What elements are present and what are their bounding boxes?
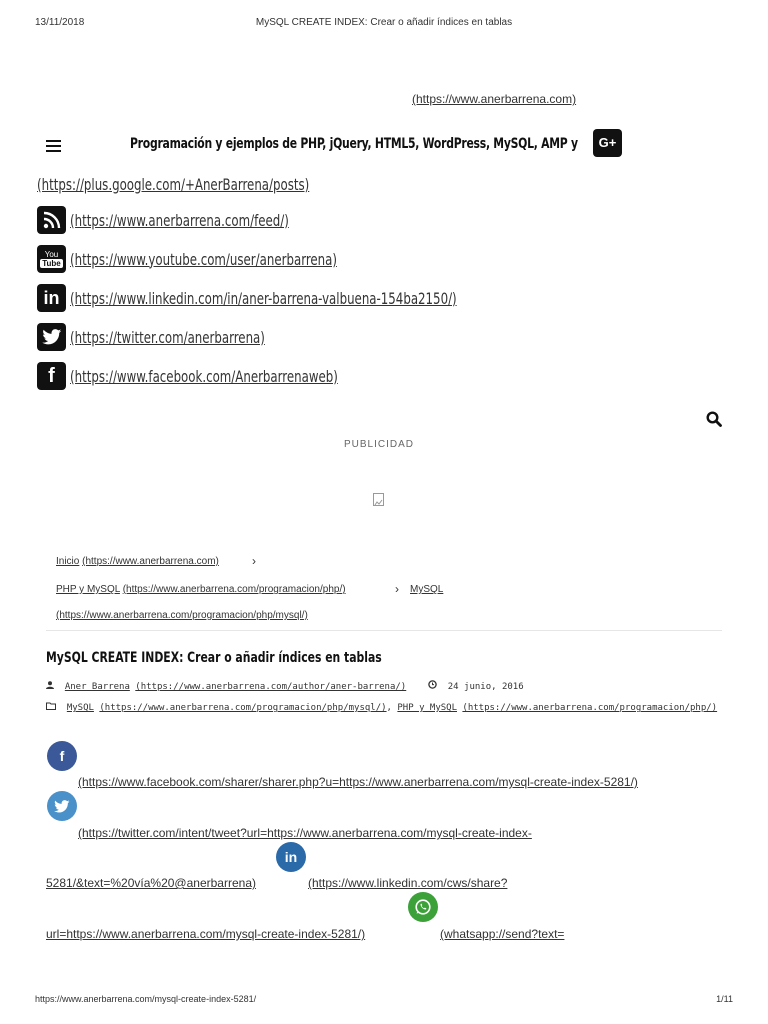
facebook-share-link[interactable]: (https://www.facebook.com/sharer/sharer.php?u=https://www.anerbarrena.com/mysql-create-index-5281/) xyxy=(78,775,638,789)
linkedin-icon[interactable]: in xyxy=(37,284,66,312)
google-plus-link[interactable]: (https://plus.google.com/+AnerBarrena/posts) xyxy=(37,175,310,194)
clock-icon xyxy=(423,682,443,692)
linkedin-link[interactable]: (https://www.linkedin.com/in/aner-barrena-valbuena-154ba2150/) xyxy=(70,288,457,308)
folder-icon xyxy=(46,703,61,713)
ad-image-placeholder-icon xyxy=(373,493,384,506)
breadcrumb-home xyxy=(56,556,219,567)
breadcrumb-category xyxy=(56,584,346,595)
facebook-link[interactable]: (https://www.facebook.com/Anerbarrenaweb) xyxy=(70,366,338,386)
ad-label: PUBLICIDAD xyxy=(343,439,414,450)
breadcrumb-sub xyxy=(410,584,443,595)
hamburger-menu-icon[interactable] xyxy=(46,140,61,152)
post-categories-meta xyxy=(46,702,717,713)
twitter-share-link[interactable]: (https://twitter.com/intent/tweet?url=https://www.anerbarrena.com/mysql-create-index- xyxy=(78,826,532,840)
breadcrumb-sub-url[interactable]: (https://www.anerbarrena.com/programacion/php/mysql/) xyxy=(56,610,308,621)
breadcrumb-sub-url-row xyxy=(56,610,308,621)
twitter-icon[interactable] xyxy=(37,323,66,351)
linkedin-share-icon[interactable]: in xyxy=(276,842,306,872)
breadcrumb-home-url[interactable]: (https://www.anerbarrena.com) xyxy=(82,556,219,567)
whatsapp-share-link-row xyxy=(440,927,564,941)
social-row-facebook xyxy=(37,361,397,391)
chevron-right-icon: › xyxy=(395,582,399,596)
twitter-share-link-row-2 xyxy=(46,876,256,890)
breadcrumb-cat-url[interactable]: (https://www.anerbarrena.com/programacion/php/) xyxy=(122,584,346,595)
category-php-url[interactable]: (https://www.anerbarrena.com/programacion/php/) xyxy=(462,703,718,713)
print-title: MySQL CREATE INDEX: Crear o añadir índices en tablas xyxy=(255,17,513,28)
user-icon xyxy=(46,682,59,692)
facebook-icon[interactable]: f xyxy=(37,362,66,390)
post-author-meta xyxy=(46,680,524,692)
linkedin-share-link[interactable]: (https://www.linkedin.com/cws/share? xyxy=(308,876,508,890)
breadcrumb-home-link[interactable]: Inicio xyxy=(56,556,80,567)
whatsapp-share-link[interactable]: (whatsapp://send?text= xyxy=(440,927,565,941)
rss-icon[interactable] xyxy=(37,206,66,234)
divider xyxy=(46,630,722,631)
linkedin-share-link-row-2 xyxy=(46,927,365,941)
twitter-share-link-cont[interactable]: 5281/&text=%20vía%20@anerbarrena) xyxy=(46,876,256,890)
rss-link[interactable]: (https://www.anerbarrena.com/feed/) xyxy=(70,210,289,230)
twitter-link[interactable]: (https://twitter.com/anerbarrena) xyxy=(70,327,265,347)
print-date: 13/11/2018 xyxy=(35,17,85,28)
search-icon[interactable] xyxy=(706,411,722,427)
page-title: MySQL CREATE INDEX: Crear o añadir índices en tablas xyxy=(46,650,382,666)
home-link[interactable]: (https://www.anerbarrena.com) xyxy=(412,92,577,106)
print-page-number: 1/11 xyxy=(716,994,733,1004)
chevron-right-icon: › xyxy=(252,554,256,568)
social-row-rss xyxy=(37,205,337,235)
social-row-twitter xyxy=(37,322,308,352)
whatsapp-share-icon[interactable] xyxy=(408,892,438,922)
twitter-share-link-row xyxy=(78,826,532,840)
category-php-link[interactable]: PHP y MySQL xyxy=(397,703,457,713)
category-separator: , xyxy=(386,703,392,713)
facebook-share-link-row xyxy=(78,775,638,789)
category-mysql-url[interactable]: (https://www.anerbarrena.com/programacion/php/mysql/) xyxy=(99,703,387,713)
facebook-share-icon[interactable]: f xyxy=(47,741,77,771)
youtube-icon[interactable]: You Tube xyxy=(37,245,66,273)
category-mysql-link[interactable]: MySQL xyxy=(66,703,94,713)
social-row-youtube xyxy=(37,244,396,274)
print-footer-url: https://www.anerbarrena.com/mysql-create-index-5281/ xyxy=(35,994,257,1004)
linkedin-share-link-row xyxy=(308,876,507,890)
breadcrumb-sub-link[interactable]: MySQL xyxy=(410,584,444,595)
author-url[interactable]: (https://www.anerbarrena.com/author/aner-barrena/) xyxy=(135,682,407,692)
youtube-link[interactable]: (https://www.youtube.com/user/anerbarrena) xyxy=(70,249,337,269)
site-title: Programación y ejemplos de PHP, jQuery, HTML5, WordPress, MySQL, AMP y xyxy=(130,136,578,152)
post-date: 24 junio, 2016 xyxy=(447,682,524,692)
social-row-linkedin xyxy=(37,283,542,313)
google-plus-icon[interactable]: G+ xyxy=(593,129,622,157)
linkedin-share-link-cont[interactable]: url=https://www.anerbarrena.com/mysql-create-index-5281/) xyxy=(46,927,366,941)
twitter-share-icon[interactable] xyxy=(47,791,77,821)
author-link[interactable]: Aner Barrena xyxy=(64,682,130,692)
breadcrumb-cat-link[interactable]: PHP y MySQL xyxy=(56,584,120,595)
